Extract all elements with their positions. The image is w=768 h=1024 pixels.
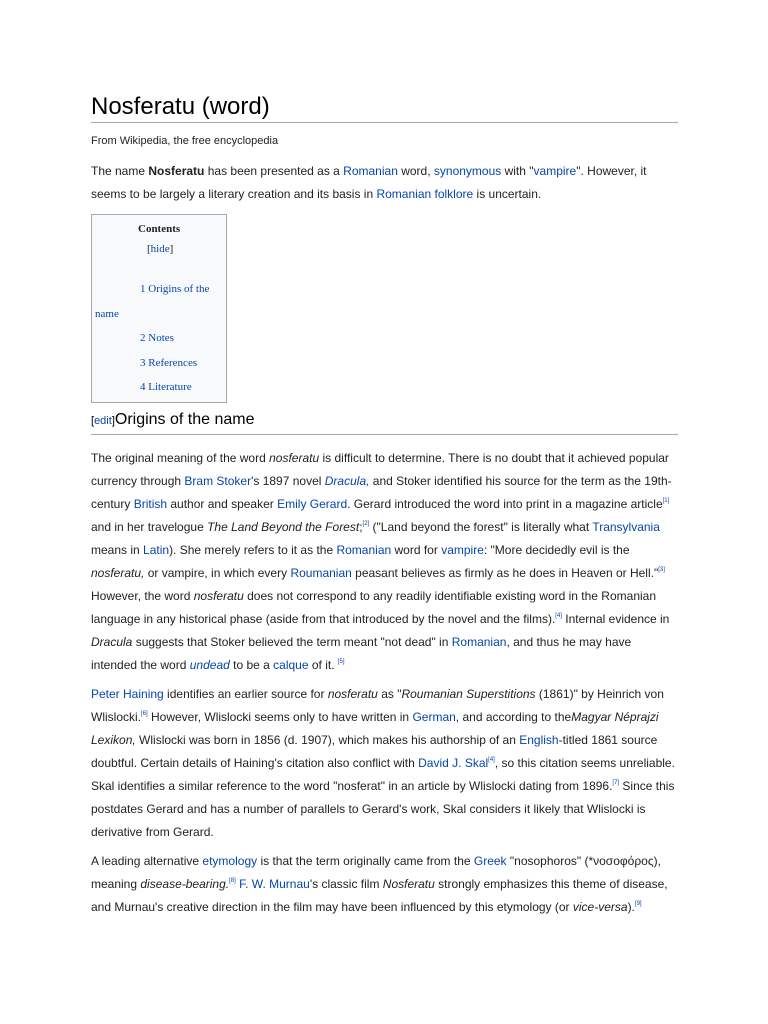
text: peasant believes as firmly as he does in Heaven or Hell." — [351, 566, 659, 580]
section-title: Origins of the name — [114, 411, 255, 428]
italic-term: nosferatu — [327, 687, 378, 701]
section-heading — [91, 410, 678, 435]
text: does not correspond to any readily identifiable existing word in the Romanian language in any historical phase (aside from that introduced by the novel and the films). — [91, 589, 657, 626]
text: is difficult to determine. There is no doubt that it achieved popular currency through — [91, 451, 669, 488]
link-transylvania[interactable]: Transylvania — [592, 520, 660, 534]
text: ". However, it seems to be largely a literary creation and its basis in — [91, 164, 647, 201]
text: Since this postdates Gerard and has a number of parallels to Gerard's work, Skal considers it likely that Wlislocki is derivative from Gerard. — [91, 779, 675, 839]
link-latin[interactable]: Latin — [143, 543, 170, 557]
italic-term: disease-bearing. — [140, 877, 230, 891]
text: . Gerard introduced the word into print in a magazine article — [347, 497, 663, 511]
link-romanian-2[interactable]: Romanian — [451, 635, 507, 649]
ref-8[interactable]: [8] — [229, 878, 236, 884]
text: However, Wlislocki seems only to have written in — [147, 710, 413, 724]
link-romanian[interactable]: Romanian — [343, 164, 398, 178]
text: or vampire, in which every — [144, 566, 291, 580]
text: Wlislocki was born in 1856 (d. 1907), which makes his authorship of an — [135, 733, 520, 747]
text: However, the word — [91, 589, 194, 603]
text: ; — [359, 520, 363, 534]
text: and in her travelogue — [91, 520, 208, 534]
text: is uncertain. — [473, 187, 542, 201]
link-romanian[interactable]: Romanian — [336, 543, 392, 557]
link-vampire[interactable]: vampire — [441, 543, 484, 557]
bracket: ] — [111, 415, 115, 427]
text: "nosophoros" (*νοσοφόρος), meaning — [91, 854, 661, 891]
link-english[interactable]: English — [519, 733, 559, 747]
link-romanian-folklore[interactable]: Romanian folklore — [376, 187, 474, 201]
origins-paragraph-3 — [91, 850, 678, 919]
link-david-skal[interactable]: David J. Skal — [418, 756, 489, 770]
link-roumanian[interactable]: Roumanian — [290, 566, 352, 580]
link-vampire[interactable]: vampire — [533, 164, 577, 178]
text: author and speaker — [167, 497, 278, 511]
text: , and thus he may have intended the word — [91, 635, 632, 672]
ref-6[interactable]: [6] — [141, 711, 148, 717]
text: with " — [501, 164, 534, 178]
link-greek[interactable]: Greek — [473, 854, 507, 868]
origins-paragraph-1 — [91, 447, 678, 677]
text: word, — [397, 164, 434, 178]
edit-section — [91, 415, 115, 427]
text: as " — [377, 687, 402, 701]
toc-hide-link[interactable]: hide — [150, 243, 170, 255]
text: 's 1897 novel — [251, 474, 325, 488]
text: Internal evidence in — [561, 612, 670, 626]
link-calque[interactable]: calque — [273, 658, 309, 672]
toc-item-origins[interactable]: 1 Origins of the — [140, 283, 210, 295]
ref-2[interactable]: [2] — [362, 521, 370, 527]
text: strongly emphasizes this theme of disease, and Murnau's creative direction in the film may have been influenced by this etymology (or — [91, 877, 668, 914]
italic-title: Dracula — [91, 635, 133, 649]
text: identifies an earlier source for — [163, 687, 328, 701]
toc-item-references[interactable]: 3 References — [140, 357, 198, 369]
italic-title: The Land Beyond the Forest — [207, 520, 360, 534]
toc-item-origins-wrap[interactable]: name — [95, 308, 119, 320]
ref-9[interactable]: [9] — [634, 901, 642, 907]
link-fw-murnau[interactable]: F. W. Murnau — [239, 877, 310, 891]
text: word for — [391, 543, 442, 557]
bold-term: Nosferatu — [148, 164, 205, 178]
italic-title: Nosferatu — [382, 877, 435, 891]
article-content — [91, 92, 678, 919]
link-undead[interactable] — [190, 658, 230, 672]
site-tagline: From Wikipedia, the free encyclopedia — [91, 135, 279, 147]
table-of-contents — [91, 214, 227, 403]
text: A leading alternative — [91, 854, 203, 868]
text: -titled 1861 source doubtful. Certain details of Haining's citation also conflict with — [91, 733, 658, 770]
ref-5[interactable]: [5] — [337, 659, 345, 665]
ref-4[interactable]: [4] — [555, 613, 562, 619]
toc-item-literature[interactable]: 4 Literature — [140, 381, 192, 393]
toc-item-notes[interactable]: 2 Notes — [140, 332, 174, 344]
intro-paragraph — [91, 160, 678, 206]
text: , so this citation seems unreliable. Skal identifies a similar reference to the word "nosferat" in an article by Wlislocki dating from 1896. — [91, 756, 675, 793]
text: The original meaning of the word — [91, 451, 270, 465]
text: : "More decidedly evil is the — [483, 543, 630, 557]
ref-1[interactable]: [1] — [662, 498, 670, 504]
text: means in — [91, 543, 144, 557]
text: of it. — [308, 658, 338, 672]
bracket: ] — [169, 243, 174, 255]
toc-hide-toggle — [147, 243, 173, 255]
link-etymology[interactable]: etymology — [202, 854, 258, 868]
italic-term: vice-versa — [572, 900, 628, 914]
text: ("Land beyond the forest" is literally what — [369, 520, 593, 534]
toc-title: Contents — [138, 223, 181, 235]
text: and Stoker identified his source for the term as the 19th-century — [91, 474, 672, 511]
page-title: Nosferatu (word) — [91, 92, 678, 123]
bracket: [ — [147, 243, 151, 255]
origins-paragraph-2 — [91, 683, 678, 844]
link-bram-stoker[interactable]: Bram Stoker — [184, 474, 252, 488]
link-synonymous[interactable]: synonymous — [433, 164, 502, 178]
text: has been presented as a — [204, 164, 344, 178]
italic-link-text: Dracula, — [324, 474, 370, 488]
link-british[interactable]: British — [133, 497, 168, 511]
text: The name — [91, 164, 149, 178]
link-emily-gerard[interactable]: Emily Gerard — [277, 497, 348, 511]
text: is that the term originally came from the — [257, 854, 474, 868]
text: ). — [627, 900, 635, 914]
text: 's classic film — [309, 877, 383, 891]
text: (1861)" by Heinrich von Wlislocki. — [91, 687, 664, 724]
italic-term: nosferatu, — [91, 566, 145, 580]
link-dracula[interactable] — [325, 474, 370, 488]
italic-title: Magyar Néprajzi Lexikon, — [91, 710, 659, 747]
italic-title: Roumanian Superstitions — [401, 687, 536, 701]
italic-term: nosferatu — [193, 589, 244, 603]
link-german[interactable]: German — [412, 710, 456, 724]
italic-link-text: undead — [189, 658, 230, 672]
text: , and according to the — [455, 710, 572, 724]
edit-link[interactable]: edit — [94, 415, 112, 427]
ref-7[interactable]: [7] — [612, 780, 620, 786]
ref-3[interactable]: [3] — [658, 567, 665, 573]
text: suggests that Stoker believed the term meant "not dead" in — [132, 635, 452, 649]
link-peter-haining[interactable]: Peter Haining — [91, 687, 164, 701]
ref-4-b[interactable]: [4] — [488, 757, 495, 763]
text: ). She merely refers to it as the — [169, 543, 337, 557]
text: to be a — [229, 658, 274, 672]
bracket: [ — [91, 415, 95, 427]
italic-term: nosferatu — [269, 451, 320, 465]
